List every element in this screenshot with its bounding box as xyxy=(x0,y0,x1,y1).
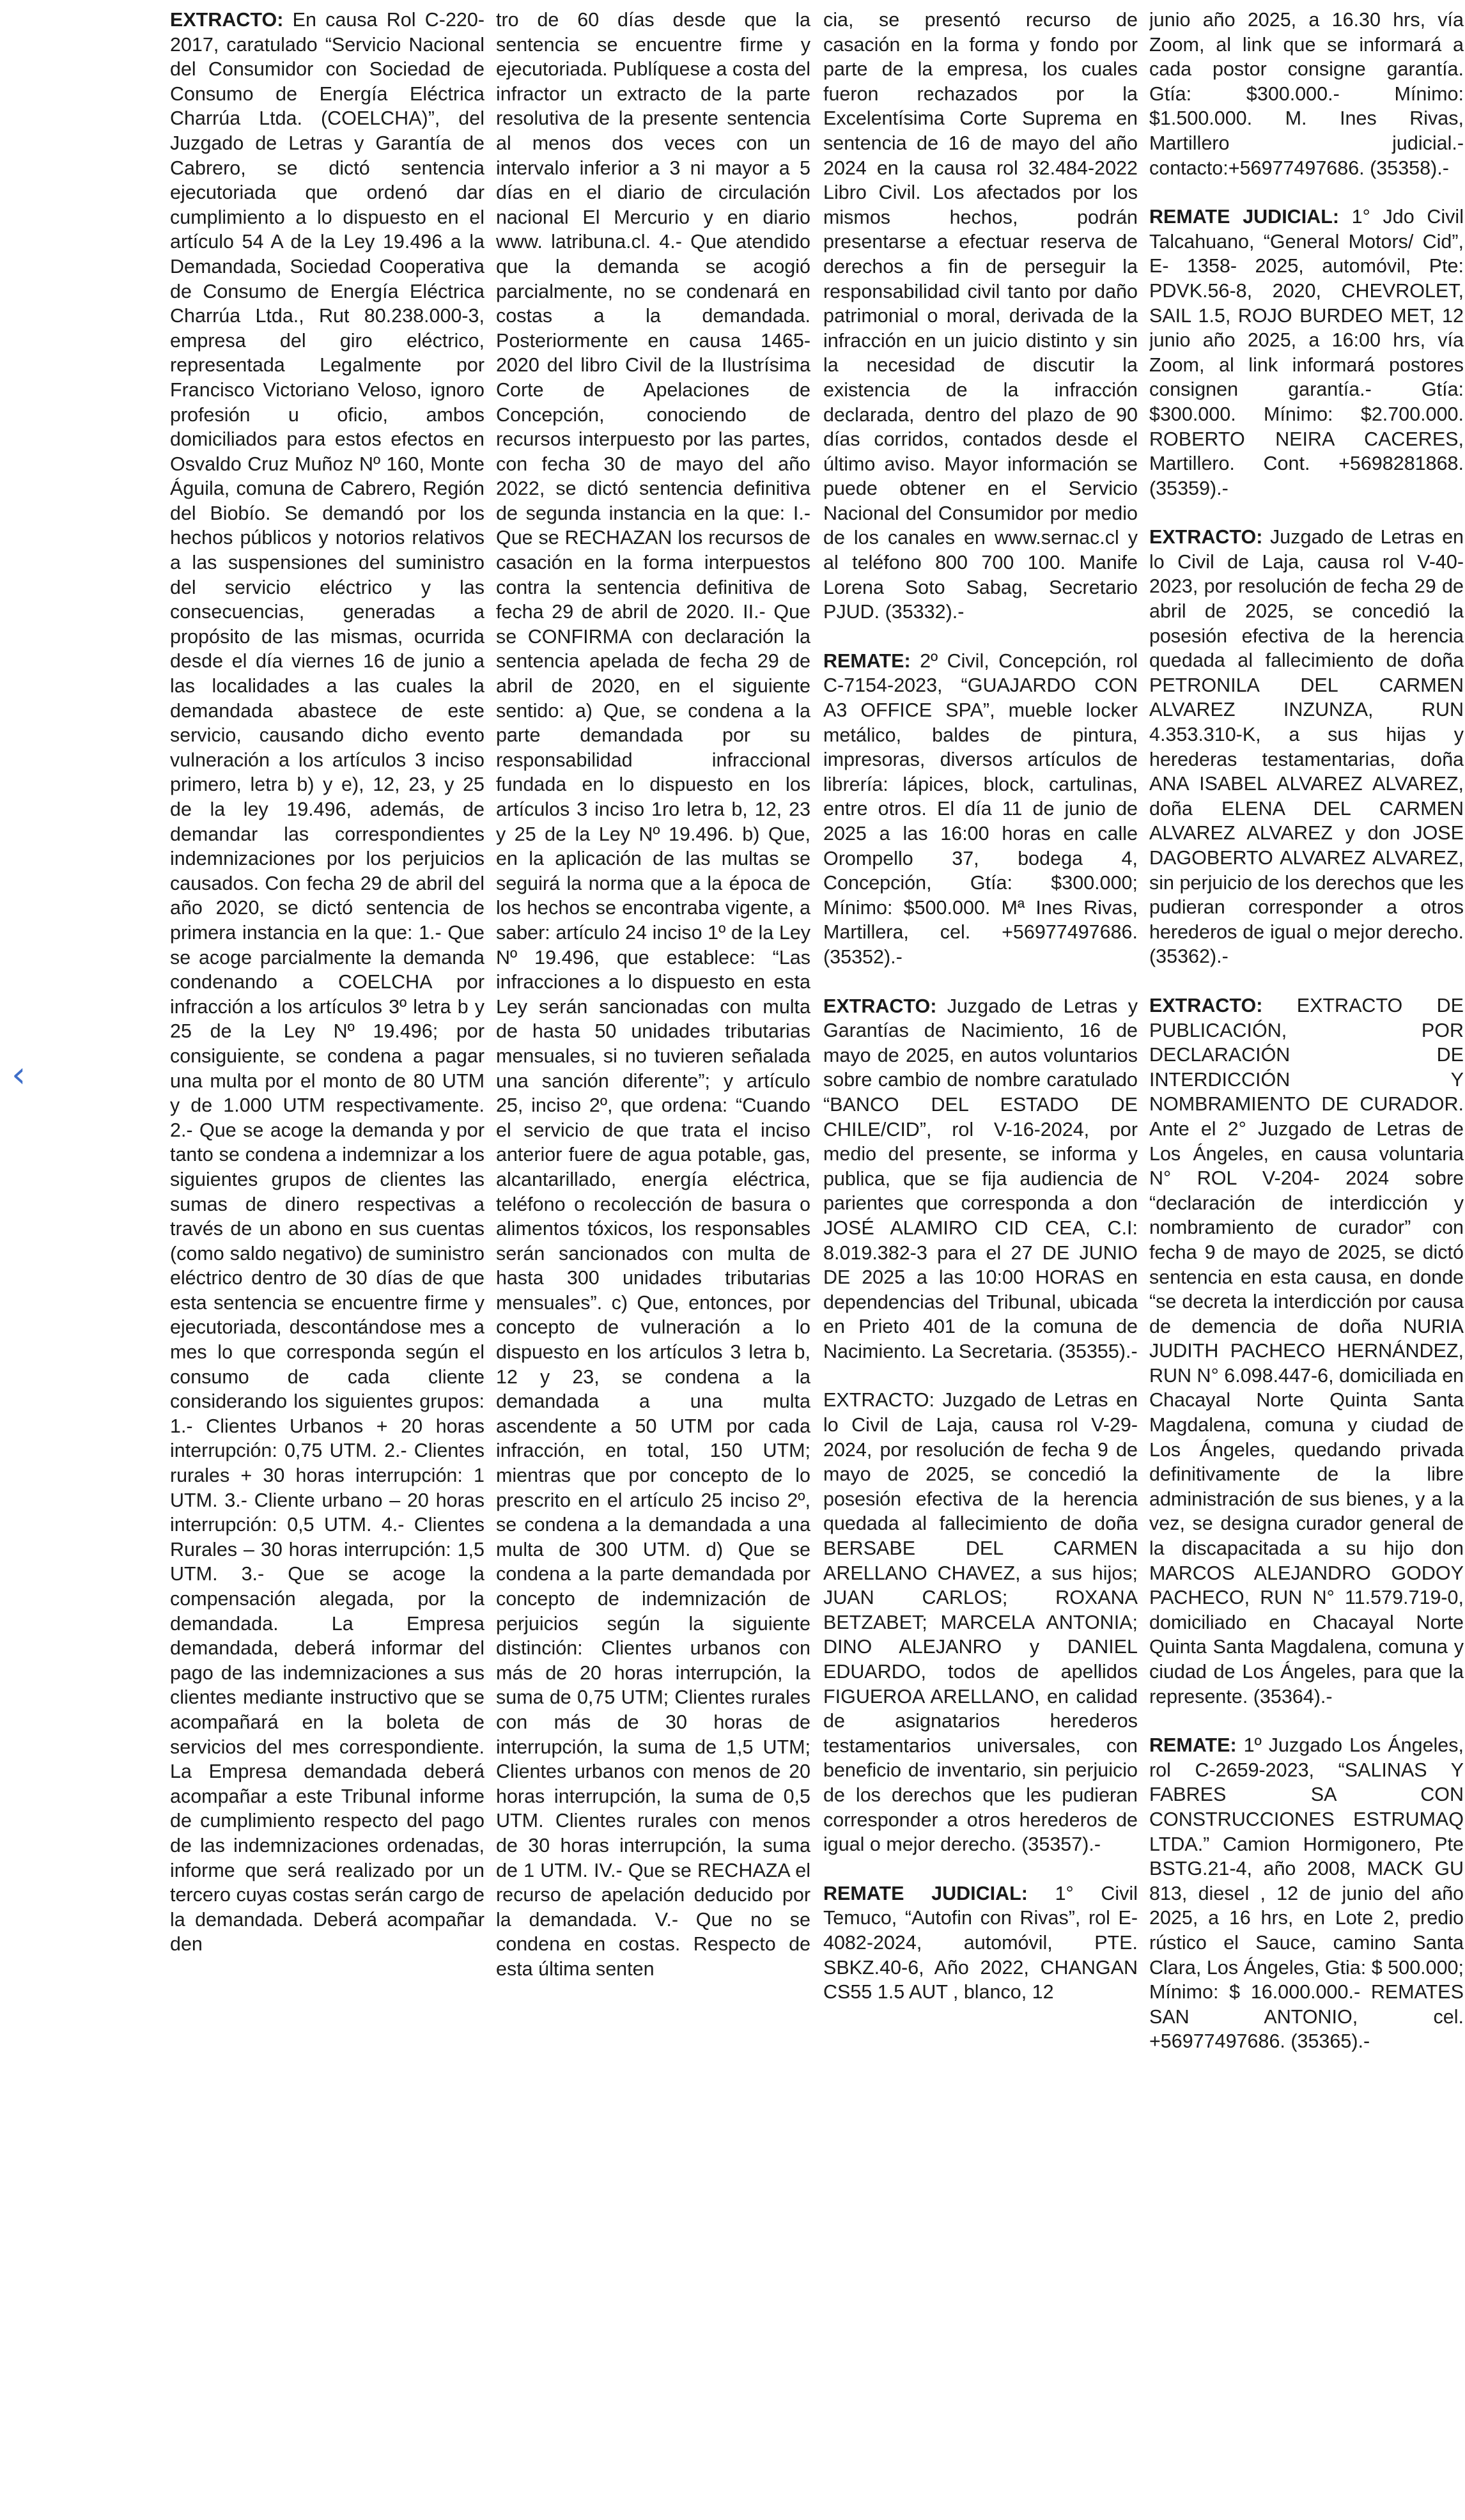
notice-text xyxy=(496,8,810,1982)
notice-heading: EXTRACTO: xyxy=(1149,526,1263,548)
notice xyxy=(823,994,1138,1364)
notice-heading: REMATE: xyxy=(823,649,911,672)
notice-heading: EXTRACTO: xyxy=(170,9,284,31)
notice-heading: EXTRACTO: xyxy=(1149,994,1263,1016)
notice-body: 1° Civil Temuco, “Autofin con Rivas”, rol E-4082-2024, automóvil, PTE. SBKZ.40-6, Año 2022, CHANGAN CS55 1.5 AUT , blanco, 12 xyxy=(823,1882,1138,2003)
notice-body: EXTRACTO DE PUBLICACIÓN, POR DECLARACIÓN DE INTERDICCIÓN Y NOMBRAMIENTO DE CURADOR. Ante el 2° Juzgado de Letras de Los Ángeles, en causa voluntaria N° ROL V-204- 2024 sobre “declaración de interdicción y nombramiento de curador” con fecha 9 de mayo de 2025, se dictó sentencia en esta causa, en donde “se decreta la interdicción por causa de demencia de doña NURIA JUDITH PACHECO HERNÁNDEZ, RUN N° 6.098.447-6, domiciliada en Chacayal Norte Quinta Santa Magdalena, comuna y ciudad de Los Ángeles, quedando privada definitivamente de la libre administración de sus bienes, y a la vez, se designa curador general de la discapacitada a su hijo don MARCOS ALEJANDRO GODOY PACHECO, RUN N° 11.579.719-0, domiciliado en Chacayal Norte Quinta Santa Magdalena, comuna y ciudad de Los Ángeles, para que la represente. (35364).- xyxy=(1149,994,1464,1707)
column-3 xyxy=(823,8,1138,2520)
notice xyxy=(823,1388,1138,1856)
notice xyxy=(1149,993,1464,1709)
notice-body: 2º Civil, Concepción, rol C-7154-2023, “GUAJARDO CON A3 OFFICE SPA”, mueble locker metálico, baldes de pintura, impresoras, diversos artículos de librería: lápices, block, cartulinas, entre otros. El día 11 de junio de 2025 a las 16:00 horas en calle Orompello 37, bodega 4, Concepción, Gtía: $300.000; Mínimo: $500.000. Mª Ines Rivas, Martillera, cel. +56977497686. (35352).- xyxy=(823,649,1138,968)
notice-text xyxy=(823,1388,1138,1856)
notice-text xyxy=(1149,993,1464,1709)
notice xyxy=(823,8,1138,625)
notice-body: tro de 60 días desde que la sentencia se encuentre firme y ejecutoriada. Publíquese a costa del infractor un extracto de la parte resolutiva de la presente sentencia al menos dos veces con un intervalo inferior a 3 ni mayor a 5 días en el diario de circulación nacional El Mercurio y en diario www. latribuna.cl. 4.- Que atendido que la demanda se acogió parcialmente, no se condenará en costas a la demandada. Posteriormente en causa 1465-2020 del libro Civil de la Ilustrísima Corte de Apelaciones de Concepción, conociendo de recursos interpuesto por las partes, con fecha 30 de mayo del año 2022, se dictó sentencia definitiva de segunda instancia en la que: I.- Que se RECHAZAN los recursos de casación en la forma interpuestos contra la sentencia definitiva de fecha 29 de abril de 2020. II.- Que se CONFIRMA con declaración la sentencia apelada de fecha 29 de abril de 2020, en el siguiente sentido: a) Que, se condena a la parte demandada por su responsabilidad infraccional fundada en lo dispuesto en los artículos 3 inciso 1ro letra b, 12, 23 y 25 de la Ley Nº 19.496. b) Que, en la aplicación de las multas se seguirá la norma que a la época de los hechos se encontraba vigente, a saber: artículo 24 inciso 1º de la Ley Nº 19.496, que establece: “Las infracciones a lo dispuesto en esta Ley serán sancionadas con multa de hasta 50 unidades tributarias mensuales, si no tuvieren señalada una sanción diferente”; y artículo 25, inciso 2º, que ordena: “Cuando el servicio de que trata el inciso anterior fuere de agua potable, gas, alcantarillado, energía eléctrica, teléfono o recolección de basura o alimentos tóxicos, los responsables serán sancionados con multa de hasta 300 unidades tributarias mensuales”. c) Que, entonces, por concepto de vulneración a lo dispuesto en los artículos 3 letra b, 12 y 23, se condena a la demandada a una multa ascendente a 50 UTM por cada infracción, en total, 150 UTM; mientras que por concepto de lo prescrito en el artículo 25 inciso 2º, se condena a la demandada a una multa de 300 UTM. d) Que se condena a la parte demandada por concepto de indemnización de perjuicios según la siguiente distinción: Clientes urbanos con más de 20 horas interrupción, la suma de 0,75 UTM; Clientes rurales con más de 30 horas de interrupción, la suma de 1,5 UTM; Clientes urbanos con menos de 20 horas interrupción, la suma de 0,5 UTM. Clientes rurales con menos de 30 horas interrupción, la suma de 1 UTM. IV.- Que se RECHAZA el recurso de apelación deducido por la demandada. V.- Que no se condena en costas. Respecto de esta última senten xyxy=(496,9,810,1980)
notice-body: junio año 2025, a 16.30 hrs, vía Zoom, al link que se informará a cada postor consigne garantía. Gtía: $300.000.- Mínimo: $1.500.000. M. Ines Rivas, Martillero judicial.- contacto:+56977497686. (35358).- xyxy=(1149,9,1464,179)
column-4 xyxy=(1149,8,1464,2520)
notice-body: Juzgado de Letras en lo Civil de Laja, causa rol V-40-2023, por resolución de fecha 29 de abril de 2025, se concedió la posesión efectiva de la herencia quedada al fallecimiento de doña PETRONILA DEL CARMEN ALVAREZ INZUNZA, RUN 4.353.310-K, a sus hijas y herederas testamentarias, doña ANA ISABEL ALVAREZ ALVAREZ, doña ELENA DEL CARMEN ALVAREZ ALVAREZ y don JOSE DAGOBERTO ALVAREZ ALVAREZ, sin perjuicio de los derechos que les pudieran corresponder a otros herederos de igual o mejor derecho. (35362).- xyxy=(1149,526,1464,968)
notice-body: Juzgado de Letras y Garantías de Nacimiento, 16 de mayo de 2025, en autos voluntarios sobre cambio de nombre caratulado “BANCO DEL ESTADO DE CHILE/CID”, rol V-16-2024, por medio del presente, se informa y publica, que se fija audiencia de parientes que corresponda a don JOSÉ ALAMIRO CID CEA, C.I: 8.019.382-3 para el 27 DE JUNIO DE 2025 a las 10:00 HORAS en dependencias del Tribunal, ubicada en Prieto 401 de la comuna de Nacimiento. La Secretaria. (35355).- xyxy=(823,995,1138,1362)
column-2 xyxy=(496,8,810,2520)
notice-heading: REMATE: xyxy=(1149,1734,1237,1757)
notice xyxy=(1149,525,1464,969)
notice xyxy=(1149,205,1464,501)
notice-body: EXTRACTO: Juzgado de Letras en lo Civil de Laja, causa rol V-29-2024, por resolución de fecha 9 de mayo de 2025, se concedió la posesión efectiva de la herencia quedada al fallecimiento de doña BERSABE DEL CARMEN ARELLANO CHAVEZ, a sus hijos; JUAN CARLOS; ROXANA BETZABET; MARCELA ANTONIA; DINO ALEJANRO y DANIEL EDUARDO, todos de apellidos FIGUEROA ARELLANO, en calidad de asignatarios herederos testamentarios universales, con beneficio de inventario, sin perjuicio de los derechos que les pudieran corresponder a otros herederos de igual o mejor derecho. (35357).- xyxy=(823,1389,1138,1856)
notice-text xyxy=(823,994,1138,1364)
notice xyxy=(823,649,1138,970)
notice-body: 1° Jdo Civil Talcahuano, “General Motors/ Cid”, E- 1358- 2025, automóvil, Pte: PDVK.56-8, 2020, CHEVROLET, SAIL 1.5, ROJO BURDEO MET, 12 junio año 2025, a 16:00 hrs, vía Zoom, al link informará postores consignen garantía.- Gtía: $300.000. Mínimo: $2.700.000. ROBERTO NEIRA CACERES, Martillero. Cont. +5698281868. (35359).- xyxy=(1149,206,1464,499)
notice xyxy=(496,8,810,1982)
notice-body: 1º Juzgado Los Ángeles, rol C-2659-2023, “SALINAS Y FABRES SA CON CONSTRUCCIONES ESTRUMAQ LTDA.” Camion Hormigonero, Pte BSTG.21-4, año 2008, MACK GU 813, diesel , 12 de junio del año 2025, a 16 hrs, en Lote 2, predio rústico el Sauce, camino Santa Clara, Los Ángeles, Gtia: $ 500.000; Mínimo: $ 16.000.000.- REMATES SAN ANTONIO, cel. +56977497686. (35365).- xyxy=(1149,1734,1464,2053)
notice-text xyxy=(1149,8,1464,180)
notice-text xyxy=(823,649,1138,970)
notice xyxy=(170,8,484,1957)
notice xyxy=(1149,8,1464,180)
notice-text xyxy=(1149,525,1464,969)
notice-text xyxy=(1149,1733,1464,2054)
notice-heading: REMATE JUDICIAL: xyxy=(823,1882,1028,1904)
notice-text xyxy=(823,1881,1138,2005)
column-1 xyxy=(170,8,484,2520)
notice xyxy=(1149,1733,1464,2054)
notice-text xyxy=(823,8,1138,625)
notice-heading: EXTRACTO: xyxy=(823,995,937,1017)
notice-heading: REMATE JUDICIAL: xyxy=(1149,206,1339,228)
notice xyxy=(823,1881,1138,2005)
notice-text xyxy=(1149,205,1464,501)
previous-page-arrow-icon[interactable]: ‹ xyxy=(12,1054,26,1096)
notice-text xyxy=(170,8,484,1957)
notice-body: cia, se presentó recurso de casación en la forma y fondo por parte de la empresa, los cuales fueron rechazados por la Excelentísima Corte Suprema en sentencia de 16 de mayo del año 2024 en la causa rol 32.484-2022 Libro Civil. Los afectados por los mismos hechos, podrán presentarse a efectuar reserva de derechos a fin de perseguir la responsabilidad civil tanto por daño patrimonial o moral, derivada de la infracción en un juicio distinto y sin la necesidad de discutir la existencia de la infracción declarada, dentro del plazo de 90 días corridos, contados desde el último aviso. Mayor información se puede obtener en el Servicio Nacional del Consumidor por medio de los canales en www.sernac.cl y al teléfono 800 700 100. Manife Lorena Soto Sabag, Secretario PJUD. (35332).- xyxy=(823,9,1138,623)
notice-body: En causa Rol C-220-2017, caratulado “Servicio Nacional del Consumidor con Sociedad de Consumo de Energía Eléctrica Charrúa Ltda. (COELCHA)”, del Juzgado de Letras y Garantía de Cabrero, se dictó sentencia ejecutoriada que ordenó dar cumplimiento a lo dispuesto en el artículo 54 A de la Ley 19.496 a la Demandada, Sociedad Cooperativa de Consumo de Energía Eléctrica Charrúa Ltda., Rut 80.238.000-3, empresa del giro eléctrico, representada Legalmente por Francisco Victoriano Veloso, ignoro profesión u oficio, ambos domiciliados para estos efectos en Osvaldo Cruz Muñoz Nº 160, Monte Águila, comuna de Cabrero, Región del Biobío. Se demandó por los hechos públicos y notorios relativos a las suspensiones del suministro del servicio eléctrico y las consecuencias, generadas a propósito de las mismas, ocurrida desde el día viernes 16 de junio a las localidades a las cuales la demandada abastece de este servicio, causando dicho evento vulneración a los artículos 3 inciso primero, letra b) y e), 12, 23, y 25 de la ley 19.496, además, de demandar las correspondientes indemnizaciones por los perjuicios causados. Con fecha 29 de abril del año 2020, se dictó sentencia de primera instancia en la que: 1.- Que se acoge parcialmente la demanda condenando a COELCHA por infracción a los artículos 3º letra b y 25 de la Ley Nº 19.496; por consiguiente, se condena a pagar una multa por el monto de 80 UTM y de 1.000 UTM respectivamente. 2.- Que se acoge la demanda y por tanto se condena a indemnizar a los siguientes grupos de clientes las sumas de dinero respectivas a través de un abono en sus cuentas (como saldo negativo) de suministro eléctrico dentro de 30 días de que esta sentencia se encuentre firme y ejecutoriada, descontándose mes a mes lo que corresponda según el consumo de cada cliente considerando los siguientes grupos: 1.- Clientes Urbanos + 20 horas interrupción: 0,75 UTM. 2.- Clientes rurales + 30 horas interrupción: 1 UTM. 3.- Cliente urbano – 20 horas interrupción: 0,5 UTM. 4.- Clientes Rurales – 30 horas interrupción: 1,5 UTM. 3.- Que se acoge la compensación alegada, por la demandada. La Empresa demandada, deberá informar del pago de las indemnizaciones a sus clientes mediante instructivo que se acompañará en la boleta de servicios del mes correspondiente. La Empresa demandada deberá acompañar a este Tribunal informe de cumplimiento respecto del pago de las indemnizaciones ordenadas, informe que será realizado por un tercero cuyas costas serán cargo de la demandada. Deberá acompañar den xyxy=(170,9,484,1956)
